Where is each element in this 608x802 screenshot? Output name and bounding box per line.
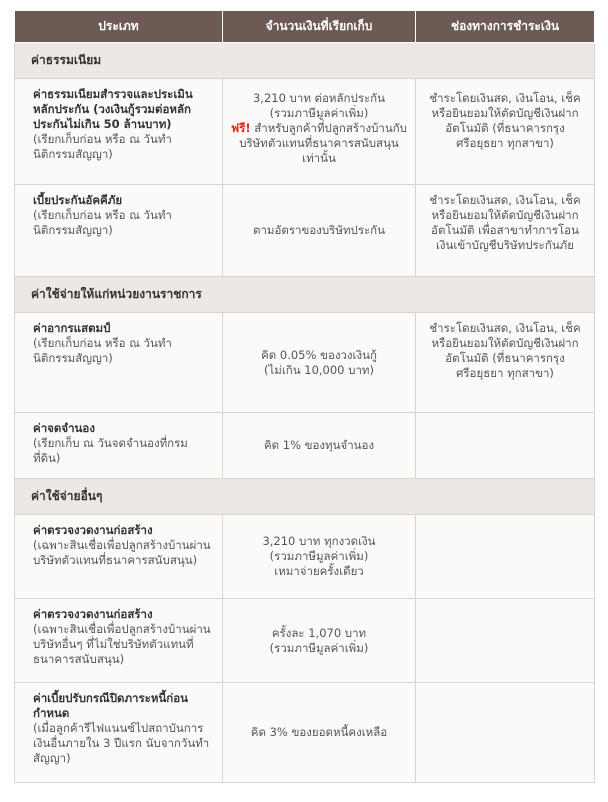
- cell-inspect-supported-amount: [223, 515, 416, 599]
- cell-appraisal-amount: [223, 79, 416, 185]
- free-badge: ฟรี!: [231, 121, 251, 135]
- amount-line: (รวมภาษีมูลค่าเพิ่ม): [269, 549, 369, 563]
- amount-line: เหมาจ่ายครั้งเดียว: [274, 564, 364, 578]
- section-row-gov: [15, 277, 595, 313]
- table-row-insurance: [15, 185, 595, 277]
- amount-line: (รวมภาษีมูลค่าเพิ่ม): [269, 640, 369, 655]
- row-note: (เรียกเก็บก่อน หรือ ณ วันทำนิติกรรมสัญญา): [33, 336, 172, 365]
- cell-insurance-channel: ชำระโดยเงินสด, เงินโอน, เช็ค หรือยินยอมให้ตัดบัญชีเงินฝากอัตโนมัติ เพื่อสาขาทำการโอนเงินเข้าบัญชีบริษัทประกันภัย: [416, 185, 595, 277]
- table-row-stamp: [15, 313, 595, 413]
- section-title-other: ค่าใช้จ่ายอื่นๆ: [15, 479, 595, 515]
- free-offer-text: สำหรับลูกค้าที่ปลูกสร้างบ้านกับบริษัทตัวแทนที่ธนาคารสนับสนุนเท่านั้น: [239, 121, 407, 165]
- cell-mortgage-channel: [416, 413, 595, 479]
- cell-stamp-amount: [223, 313, 416, 413]
- row-note: (เรียกเก็บ ณ วันจดจำนองที่กรมที่ดิน): [33, 436, 188, 465]
- table-row-appraisal: [15, 79, 595, 185]
- row-title: ค่าจดจำนอง: [33, 421, 95, 435]
- cell-inspect-other-amount: [223, 599, 416, 683]
- header-channel: ช่องทางการชำระเงิน: [416, 11, 595, 43]
- row-note: (เรียกเก็บก่อน หรือ ณ วันทำนิติกรรมสัญญา): [33, 132, 172, 161]
- cell-mortgage-amount: คิด 1% ของทุนจำนอง: [223, 413, 416, 479]
- header-amount: จำนวนเงินที่เรียกเก็บ: [223, 11, 416, 43]
- table-row-inspect-supported: [15, 515, 595, 599]
- table-row-prepayment: [15, 683, 595, 783]
- row-note: (เฉพาะสินเชื่อเพื่อปลูกสร้างบ้านผ่านบริษัทอื่นๆ ที่ไม่ใช่บริษัทตัวแทนที่ธนาคารสนับสนุน): [33, 622, 211, 666]
- table-row-mortgage: [15, 413, 595, 479]
- cell-prepayment-channel: [416, 683, 595, 783]
- row-note: (เฉพาะสินเชื่อเพื่อปลูกสร้างบ้านผ่านบริษัทตัวแทนที่ธนาคารสนับสนุน): [33, 538, 211, 567]
- amount-line: 3,210 บาท ทุกงวดเงิน: [262, 534, 376, 548]
- cell-appraisal-channel: ชำระโดยเงินสด, เงินโอน, เช็ค หรือยินยอมให้ตัดบัญชีเงินฝากอัตโนมัติ (ที่ธนาคารกรุงศรีอยุธยา ทุกสาขา): [416, 79, 595, 185]
- amount-line: ครั้งละ 1,070 บาท: [271, 625, 367, 640]
- section-title-fees: ค่าธรรมเนียม: [15, 43, 595, 79]
- cell-insurance-name: [15, 185, 223, 277]
- section-row-fees: [15, 43, 595, 79]
- cell-stamp-name: [15, 313, 223, 413]
- cell-mortgage-name: [15, 413, 223, 479]
- cell-inspect-other-channel: [416, 599, 595, 683]
- table-header-row: [15, 11, 595, 43]
- row-title: ค่าตรวจงวดงานก่อสร้าง: [33, 523, 153, 537]
- fees-table: [14, 10, 595, 783]
- free-offer: [231, 121, 407, 166]
- row-title: ค่าอากรแสตมป์: [33, 321, 111, 335]
- row-title: ค่าเบี้ยปรับกรณีปิดภาระหนี้ก่อนกำหนด: [33, 691, 189, 720]
- row-title: ค่าตรวจงวดงานก่อสร้าง: [33, 607, 153, 621]
- cell-appraisal-name: [15, 79, 223, 185]
- section-title-gov: ค่าใช้จ่ายให้แก่หน่วยงานราชการ: [15, 277, 595, 313]
- amount-line: 3,210 บาท ต่อหลักประกัน: [252, 91, 385, 105]
- table-row-inspect-other: [15, 599, 595, 683]
- amount-line: (ไม่เกิน 10,000 บาท): [264, 362, 374, 377]
- row-note: (เรียกเก็บก่อน หรือ ณ วันทำนิติกรรมสัญญา): [33, 208, 172, 237]
- cell-stamp-channel: ชำระโดยเงินสด, เงินโอน, เช็ค หรือยินยอมให้ตัดบัญชีเงินฝากอัตโนมัติ (ที่ธนาคารกรุงศรีอยุธยา ทุกสาขา): [416, 313, 595, 413]
- cell-prepayment-amount: คิด 3% ของยอดหนี้คงเหลือ: [223, 683, 416, 783]
- section-row-other: [15, 479, 595, 515]
- row-note: (เมื่อลูกค้ารีไฟแนนซ์ไปสถาบันการเงินอื่นภายใน 3 ปีแรก นับจากวันทำสัญญา): [33, 721, 210, 765]
- cell-prepayment-name: [15, 683, 223, 783]
- header-type: ประเภท: [15, 11, 223, 43]
- amount-line: คิด 0.05% ของวงเงินกู้: [261, 347, 377, 362]
- cell-inspect-other-name: [15, 599, 223, 683]
- cell-insurance-amount: ตามอัตราของบริษัทประกัน: [223, 185, 416, 277]
- row-title: เบี้ยประกันอัคคีภัย: [33, 193, 123, 207]
- cell-inspect-supported-name: [15, 515, 223, 599]
- row-title: ค่าธรรมเนียมสำรวจและประเมินหลักประกัน (วงเงินกู้รวมต่อหลักประกันไม่เกิน 50 ล้านบาท): [33, 87, 193, 131]
- cell-inspect-supported-channel: [416, 515, 595, 599]
- amount-line: (รวมภาษีมูลค่าเพิ่ม): [269, 106, 369, 120]
